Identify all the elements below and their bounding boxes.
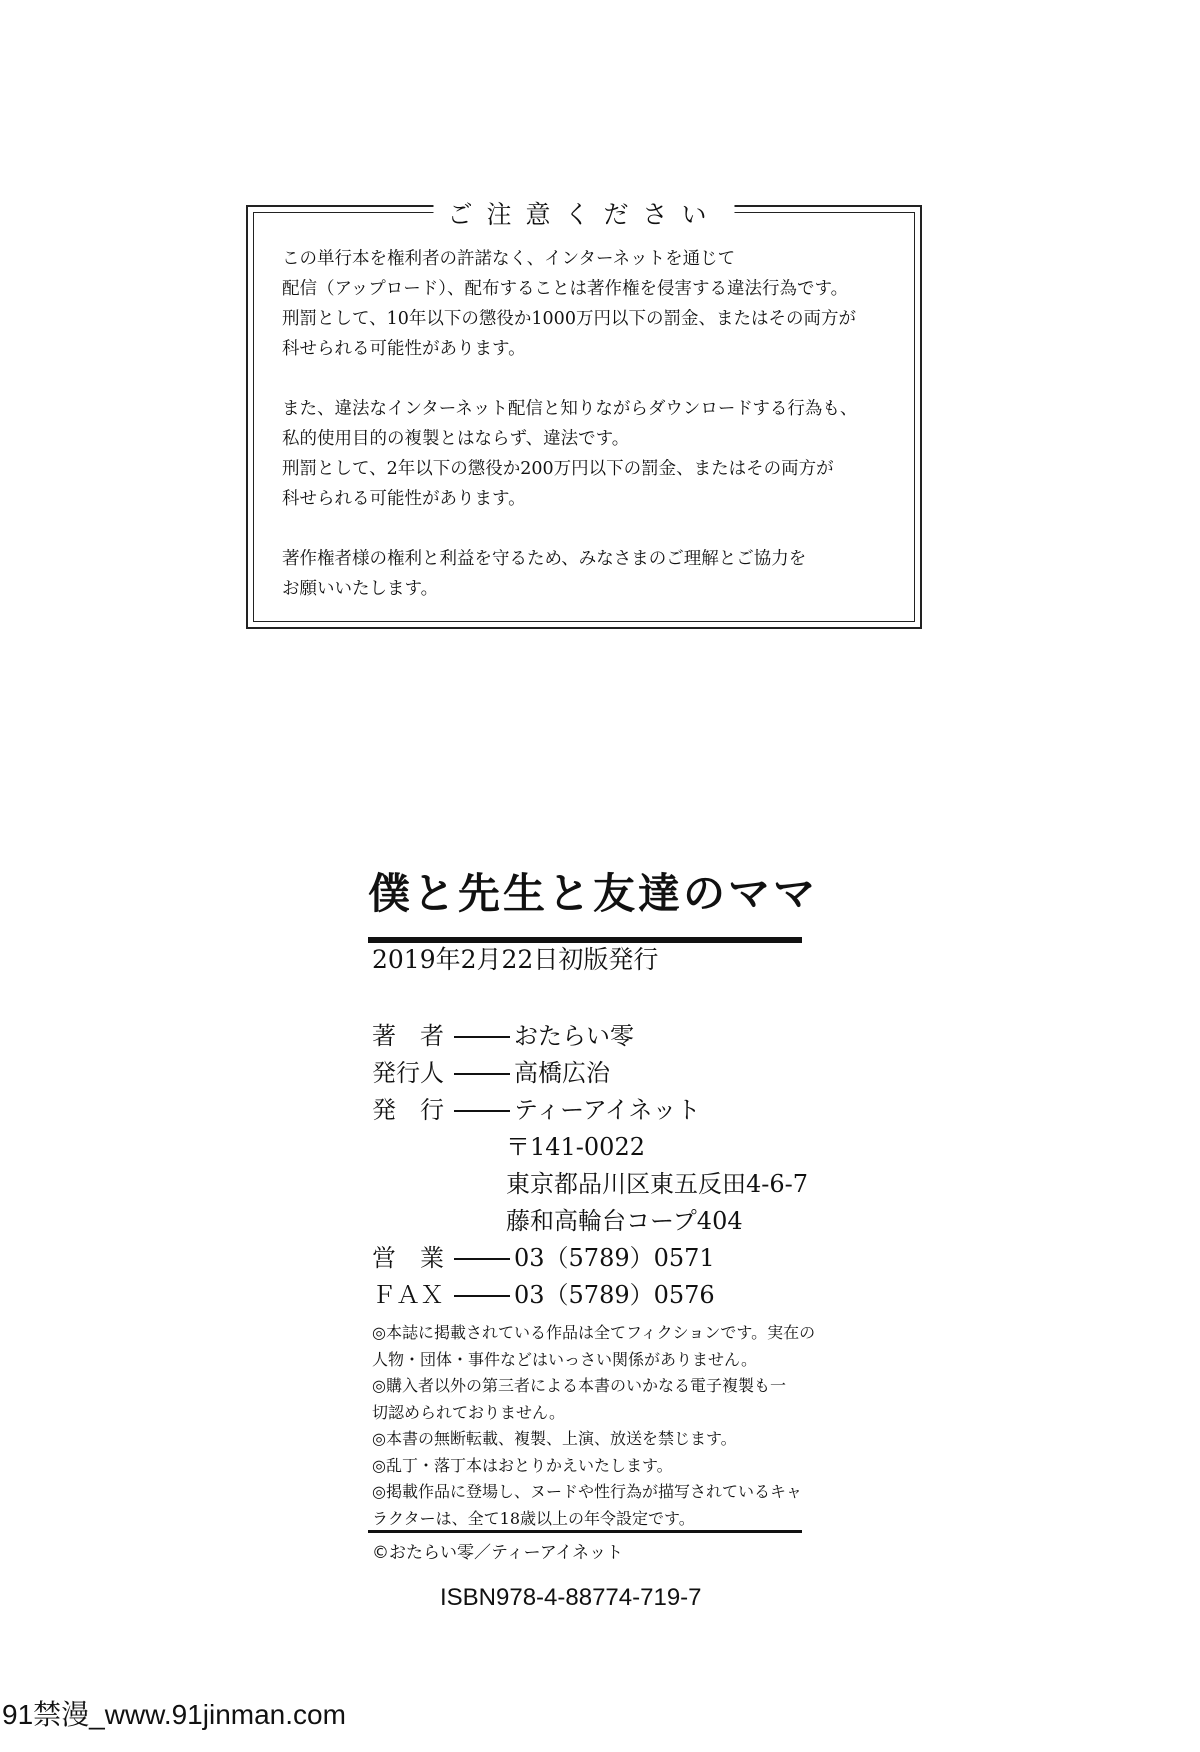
notice-paragraph xyxy=(282,244,912,364)
credits xyxy=(372,1018,808,1314)
fax-label: ＦＡＸ xyxy=(372,1281,444,1309)
dash-divider xyxy=(454,1295,510,1297)
publisher-person-label: 発行人 xyxy=(372,1059,444,1087)
dash-divider xyxy=(454,1073,510,1075)
notice-line: 刑罰として、2年以下の懲役か200万円以下の罰金、またはその両方が xyxy=(282,459,834,479)
address-line-1: 東京都品川区東五反田4-6-7 xyxy=(506,1170,809,1198)
address-line-2: 藤和高輪台コープ404 xyxy=(506,1207,743,1235)
notice-line: また、違法なインターネット配信と知りながらダウンロードする行為も、 xyxy=(282,399,858,419)
credit-row-author xyxy=(372,1018,808,1055)
sales-label: 営 業 xyxy=(372,1244,444,1272)
notice-line: 刑罰として、10年以下の懲役か1000万円以下の罰金、またはその両方が xyxy=(282,309,856,329)
notice-line: 配信（アップロード）、配布することは著作権を侵害する違法行為です。 xyxy=(282,279,849,299)
note-line: ◎乱丁・落丁本はおとりかえいたします。 xyxy=(372,1455,673,1475)
notice-line: 私的使用目的の複製とはならず、違法です。 xyxy=(282,429,630,449)
note-line: 人物・団体・事件などはいっさい関係がありません。 xyxy=(372,1349,757,1369)
credit-row-fax xyxy=(372,1277,808,1314)
notice-body xyxy=(282,244,912,634)
author-label: 著 者 xyxy=(372,1022,444,1050)
note-line: ◎本書の無断転載、複製、上演、放送を禁じます。 xyxy=(372,1429,737,1448)
note-line: ◎購入者以外の第三者による本書のいかなる電子複製も一 xyxy=(372,1376,786,1395)
sales-phone: 03（5789）0571 xyxy=(514,1244,715,1272)
publisher-name: ティーアイネット xyxy=(514,1096,701,1124)
author-name: おたらい零 xyxy=(514,1022,634,1050)
notice-line: 科せられる可能性があります。 xyxy=(282,489,526,509)
postal-code: 〒141-0022 xyxy=(506,1133,645,1161)
dash-divider xyxy=(454,1258,510,1260)
watermark: 91禁漫_www.91jinman.com xyxy=(2,1699,346,1730)
publisher-person: 高橋広治 xyxy=(514,1059,610,1087)
note-line: ◎掲載作品に登場し、ヌードや性行為が描写されているキャ xyxy=(372,1482,802,1501)
dash-divider xyxy=(454,1036,510,1038)
edition-date: 2019年2月22日初版発行 xyxy=(372,945,659,974)
credit-row-publisher-person xyxy=(372,1055,808,1092)
notice-paragraph xyxy=(282,544,912,604)
copyright: ©おたらい零／ティーアイネット xyxy=(372,1543,624,1563)
notice-box xyxy=(246,200,922,629)
notice-line: 科せられる可能性があります。 xyxy=(282,339,526,359)
credit-row-publisher xyxy=(372,1092,808,1129)
fax-number: 03（5789）0576 xyxy=(514,1281,715,1309)
note-line: ◎本誌に掲載されている作品は全てフィクションです。実在の xyxy=(372,1323,816,1342)
dash-divider xyxy=(454,1110,510,1112)
notice-paragraph xyxy=(282,394,912,514)
credit-row-sales xyxy=(372,1240,808,1277)
notice-line: この単行本を権利者の許諾なく、インターネットを通じて xyxy=(282,249,736,269)
notice-title: ご注意ください xyxy=(433,201,734,229)
note-line: ラクターは、全て18歳以上の年令設定です。 xyxy=(372,1508,695,1528)
publisher-label: 発 行 xyxy=(372,1096,444,1124)
legal-notes xyxy=(372,1320,816,1532)
notice-line: お願いいたします。 xyxy=(282,579,439,599)
isbn: ISBN978-4-88774-719-7 xyxy=(440,1584,702,1611)
notes-rule xyxy=(368,1530,802,1533)
book-title: 僕と先生と友達のママ xyxy=(368,869,819,918)
note-line: 切認められておりません。 xyxy=(372,1402,565,1422)
notice-line: 著作権者様の権利と利益を守るため、みなさまのご理解とご協力を xyxy=(282,549,807,569)
